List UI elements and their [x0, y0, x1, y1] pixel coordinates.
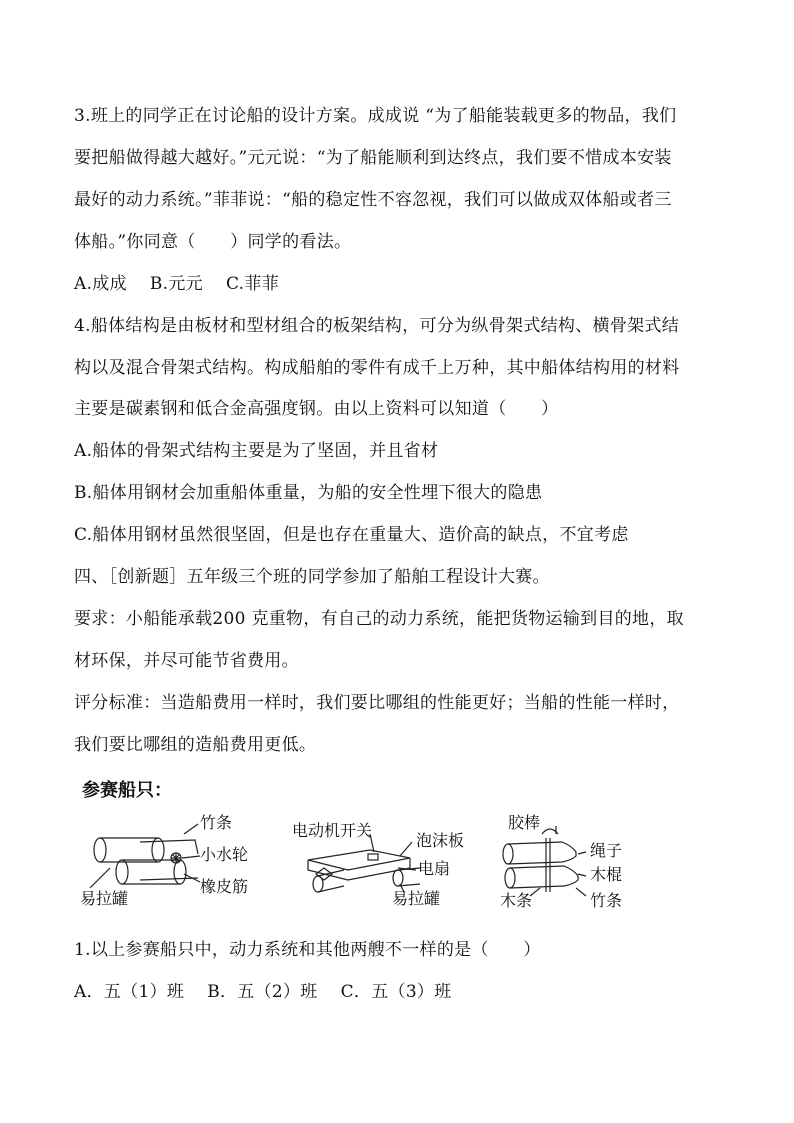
q3-options: A.成成 B.元元 C.菲菲: [74, 274, 279, 294]
section4-title: 四、［创新题］五年级三个班的同学参加了船舶工程设计大赛。: [74, 567, 550, 587]
boat-1-label-bamboo: 竹条: [200, 813, 233, 832]
boat-2-label-foam: 泡沫板: [416, 831, 465, 850]
boats-heading: 参赛船只：: [82, 780, 172, 801]
boat-2-label-fan: 电扇: [418, 859, 451, 878]
boat-3-label-woodstrip: 木条: [500, 891, 533, 910]
boat-1-label-waterwheel: 小水轮: [200, 845, 249, 864]
q4-option-b: B.船体用钢材会加重船体重量，为船的安全性埋下很大的隐患: [74, 483, 543, 503]
q3-line-2: 要把船做得越大越好。”元元说：“为了船能顺利到达终点，我们要不惜成本安装: [74, 148, 672, 168]
boat-3-label-rope: 绳子: [590, 841, 623, 860]
q3-line-4: 体船。”你同意（ ）同学的看法。: [74, 232, 352, 252]
boat-1-label-rubberband: 橡皮筋: [200, 877, 249, 896]
boats-figure: [80, 812, 650, 918]
criteria-line-1: 评分标准：当造船费用一样时，我们要比哪组的性能更好；当船的性能一样时，: [74, 693, 680, 713]
boat-3-label-gluestick: 胶棒: [508, 813, 541, 832]
criteria-line-2: 我们要比哪组的造船费用更低。: [74, 735, 317, 755]
boat-1-label-can: 易拉罐: [80, 889, 129, 908]
q4-option-a: A.船体的骨架式结构主要是为了坚固，并且省材: [74, 441, 439, 461]
boat-3-drawing: [503, 826, 586, 896]
q4-line-1: 4.船体结构是由板材和型材组合的板架结构，可分为纵骨架式结构、横骨架式结: [74, 316, 680, 336]
section4-q1-options: A．五（1）班 B．五（2）班 C．五（3）班: [74, 982, 452, 1002]
q3-line-1: 3.班上的同学正在讨论船的设计方案。成成说 “为了船能装载更多的物品，我们: [74, 106, 677, 126]
requirements-line-2: 材环保，并尽可能节省费用。: [74, 651, 299, 671]
q4-line-2: 构以及混合骨架式结构。构成船舶的零件有成千上万种，其中船体结构用的材料: [74, 358, 680, 378]
q3-line-3: 最好的动力系统。”菲菲说：“船的稳定性不容忽视，我们可以做成双体船或者三: [74, 190, 672, 210]
q4-option-c: C.船体用钢材虽然很坚固，但是也存在重量大、造价高的缺点，不宜考虑: [74, 525, 629, 545]
boat-1-drawing: [90, 824, 200, 888]
boats-illustration: [80, 812, 650, 918]
section4-q1: 1.以上参赛船只中，动力系统和其他两艘不一样的是（ ）: [74, 940, 541, 960]
boat-2-drawing: [308, 834, 420, 892]
q4-line-3: 主要是碳素钢和低合金高强度钢。由以上资料可以知道（ ）: [74, 399, 559, 419]
requirements-line-1: 要求：小船能承载200 克重物，有自己的动力系统，能把货物运输到目的地，取: [74, 609, 684, 629]
boat-3-label-bamboo: 竹条: [590, 891, 623, 910]
boat-2-label-switch: 电动机开关: [292, 821, 373, 840]
boat-3-label-stick: 木棍: [590, 865, 623, 884]
boat-2-label-can: 易拉罐: [392, 889, 441, 908]
